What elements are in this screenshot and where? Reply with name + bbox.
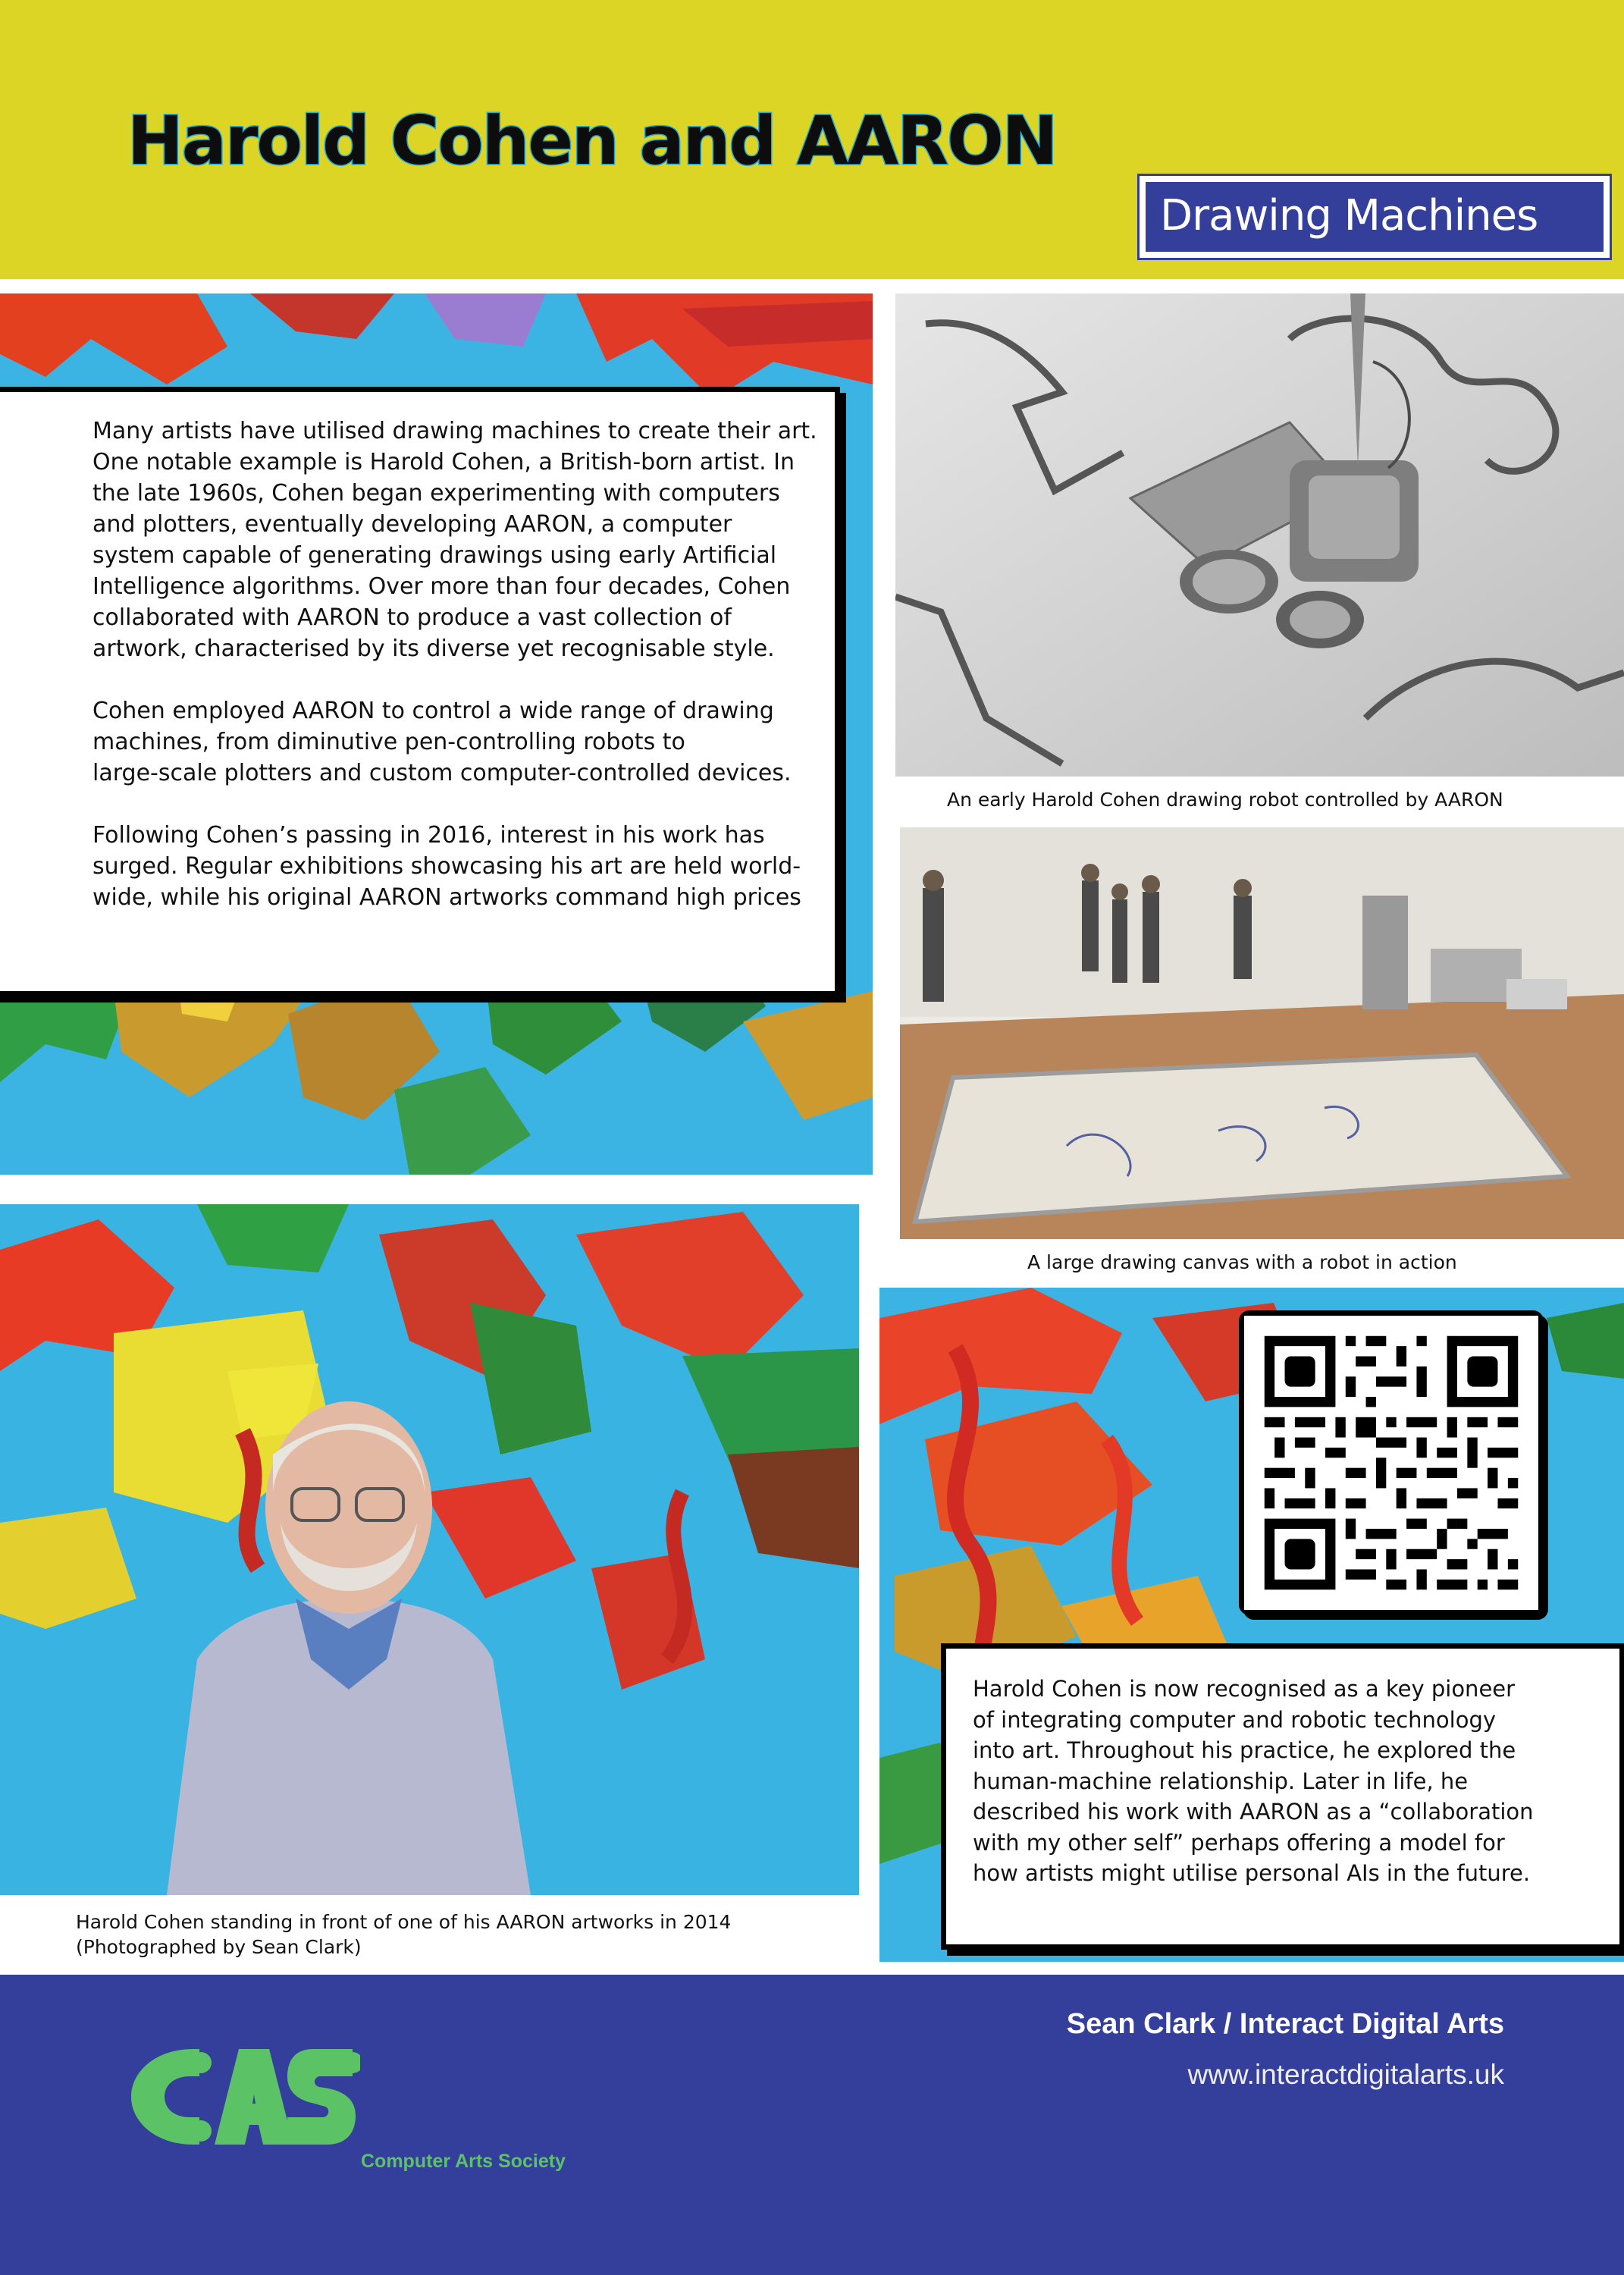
page-title: Harold Cohen and AARON (127, 102, 1057, 180)
qr-code-frame (1239, 1310, 1544, 1615)
portrait-photo-caption: Harold Cohen standing in front of one of his AARON artworks in 2014 (Photographed by Sean Clark) (76, 1911, 732, 1958)
intro-text (92, 416, 828, 913)
robot-photo-caption: An early Harold Cohen drawing robot controlled by AARON (947, 789, 1503, 811)
cas-logo-text: CAS (125, 2040, 127, 2041)
footer-credit: Sean Clark / Interact Digital Arts (1066, 2008, 1504, 2040)
cas-society-name: Computer Arts Society (361, 2151, 566, 2172)
pioneer-text: Harold Cohen is now recognised as a key pioneer of integrating computer and robotic technology into art. Throughout his practice, he explored the human-machine relationship. Later in life, he described his work with AARON as a “collaboration with my other self” perhaps offering a model for how artists might utilise personal AIs in the future. (973, 1676, 1534, 1886)
cas-logo (125, 2040, 360, 2154)
canvas-photo-caption: A large drawing canvas with a robot in action (1027, 1251, 1457, 1273)
qr-code[interactable] (1244, 1316, 1538, 1610)
canvas-photo (900, 827, 1624, 1239)
portrait-photo (0, 1204, 859, 1895)
page-subtitle: Drawing Machines (1160, 191, 1538, 240)
intro-paragraph: Many artists have utilised drawing machines to create their art. One notable example is Harold Cohen, a British-born artist. In the late 1960s, Cohen began experimenting with computers and plotters, eventually developing AARON, a computer system capable of generating drawings using early Artificial Intelligence algorithms. Over more than four decades, Cohen collaborated with AARON to produce a vast collection of artwork, characterised by its diverse yet recognisable style. (92, 418, 817, 662)
robot-photo (895, 293, 1624, 777)
intro-paragraph: Following Cohen’s passing in 2016, interest in his work has surged. Regular exhibitions showcasing his art are held world- wide, while his original AARON artworks command high prices (92, 822, 801, 911)
intro-paragraph: Cohen employed AARON to control a wide range of drawing machines, from diminutive pen-controlling robots to large-scale plotters and custom computer-controlled devices. (92, 698, 792, 786)
footer-website-link[interactable]: www.interactdigitalarts.uk (1187, 2059, 1504, 2090)
